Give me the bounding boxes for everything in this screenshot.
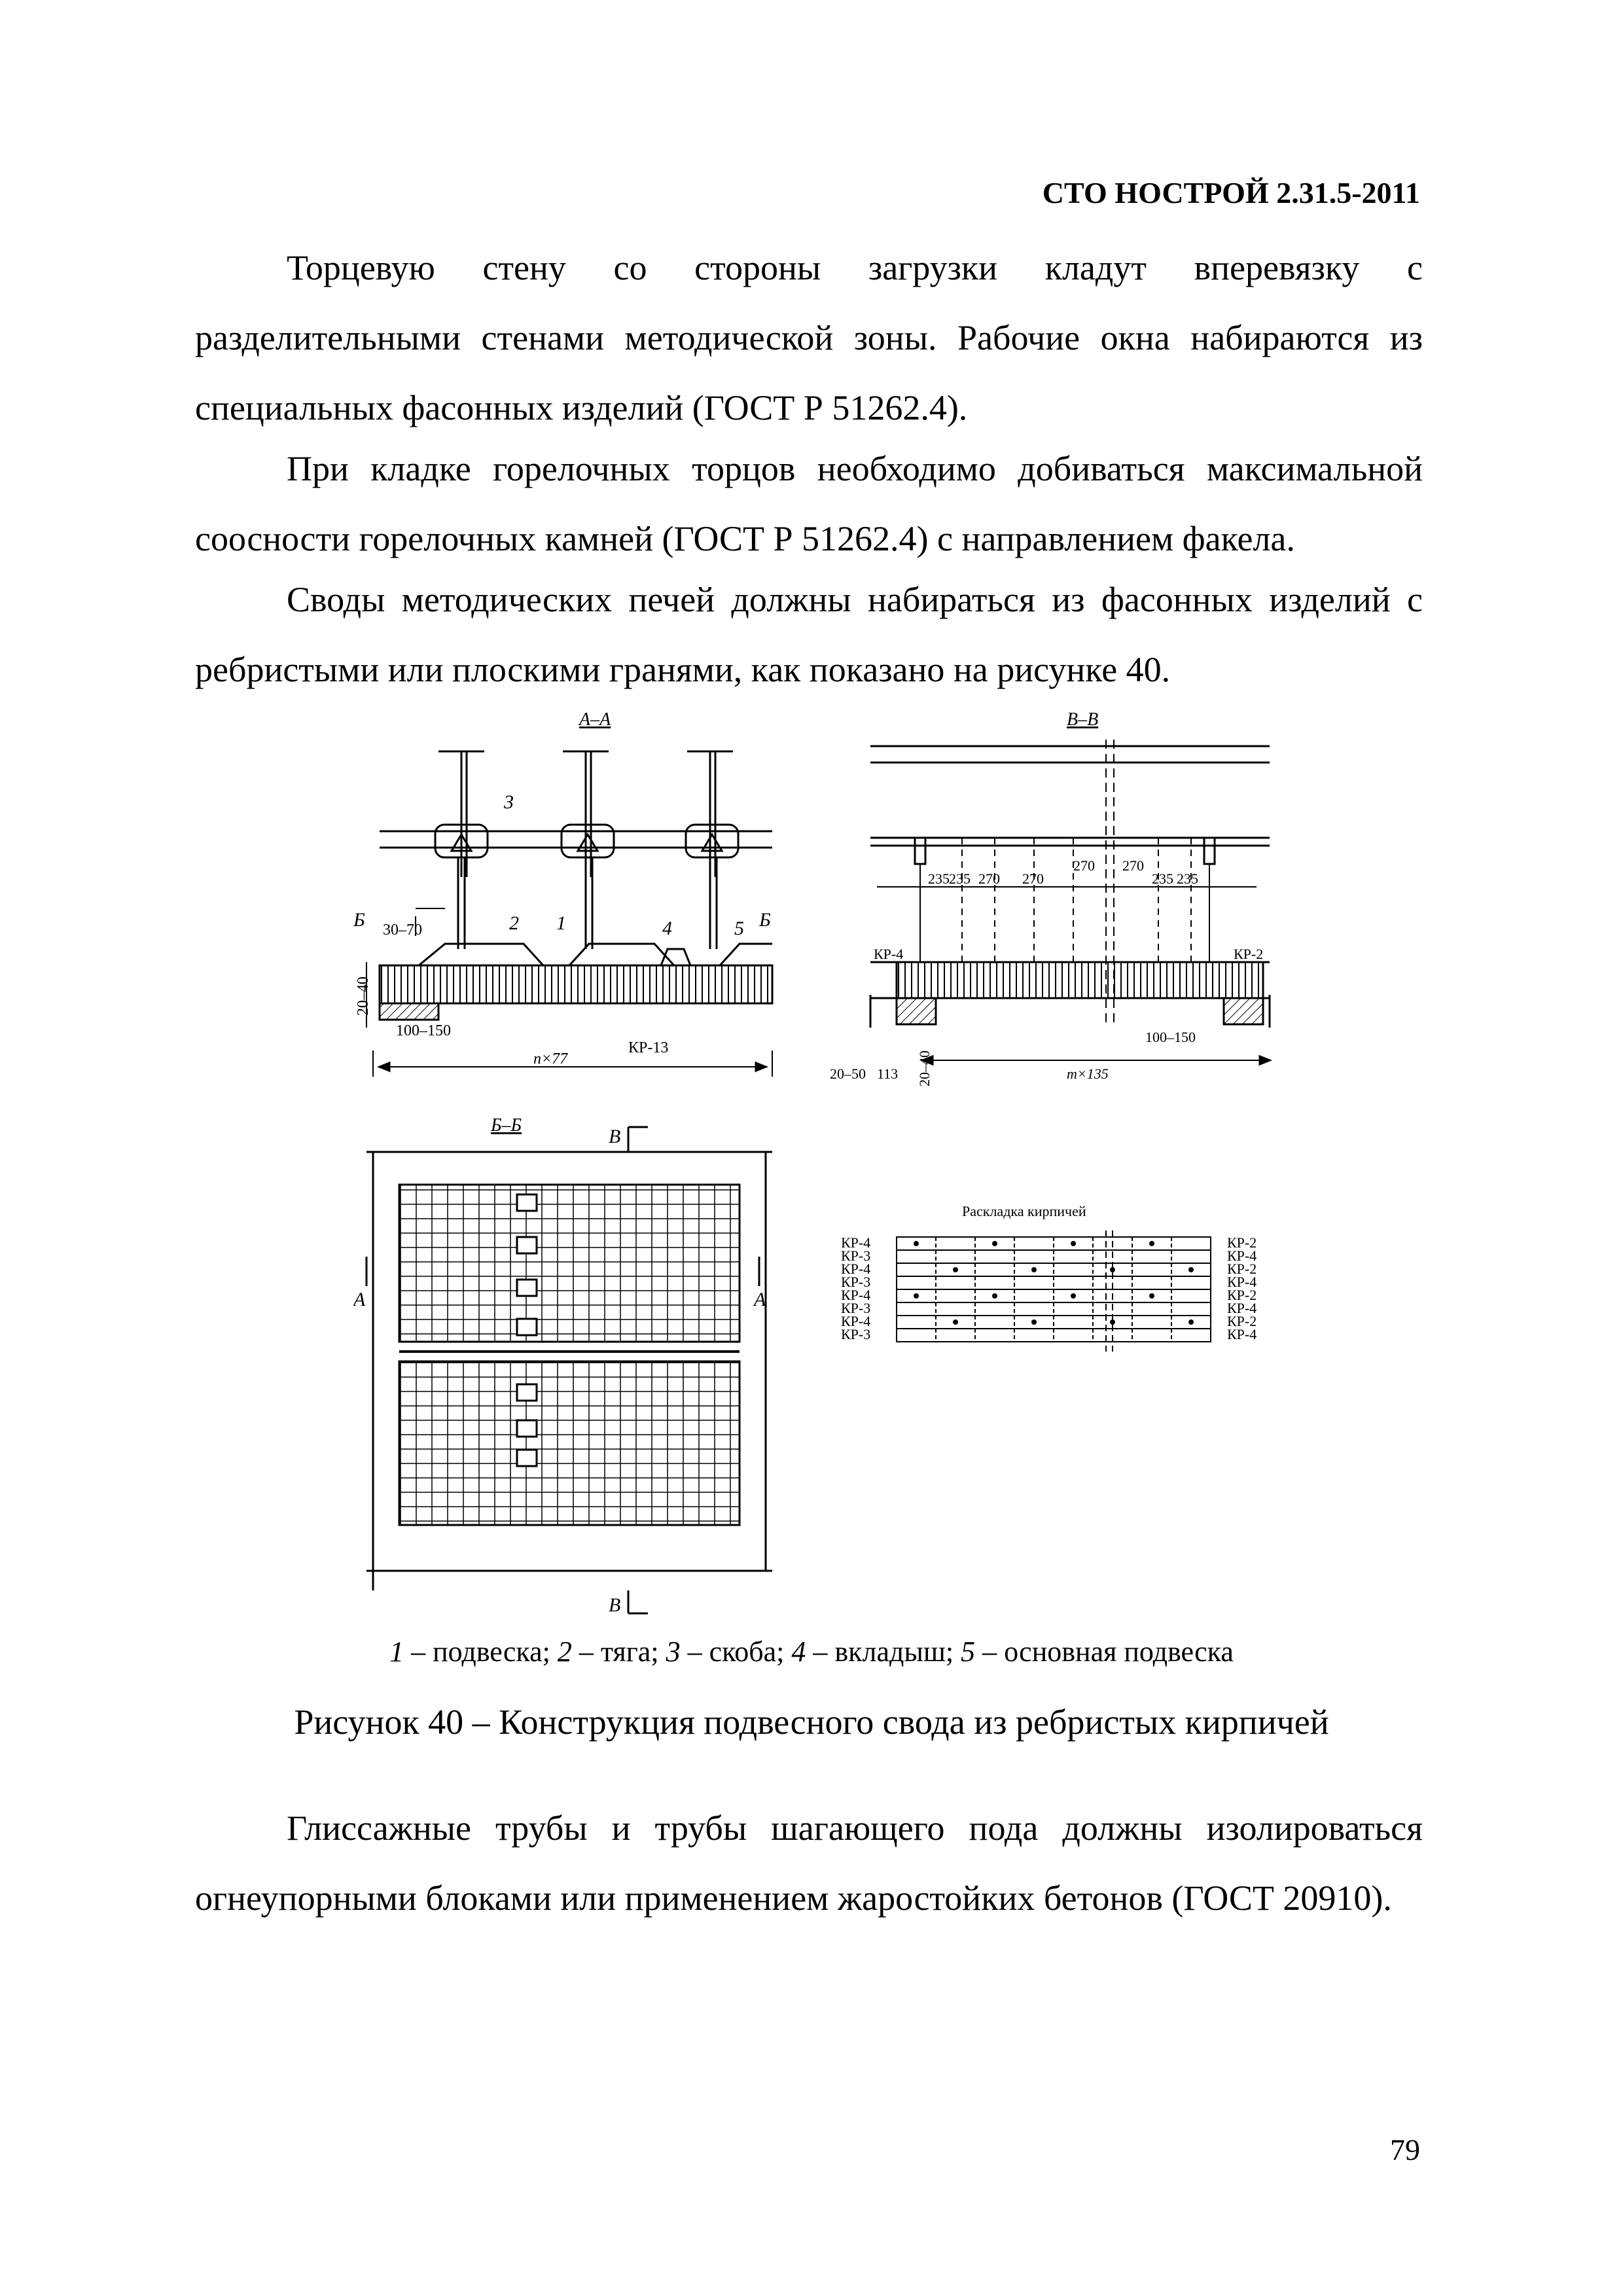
callout-5: 5 <box>734 918 744 939</box>
section-aa <box>366 709 772 1077</box>
layout-left-label-6: КР-3 <box>841 1300 871 1316</box>
dim-235-c: 235 <box>1152 870 1173 887</box>
layout-right-label-6: КР-4 <box>1227 1300 1257 1316</box>
layout-right-label-2: КР-4 <box>1227 1247 1257 1264</box>
dim-235-a: 235 <box>928 870 950 887</box>
layout-left-label-8: КР-3 <box>841 1326 871 1342</box>
section-mark-a-right: А <box>754 1289 766 1310</box>
dim-270-d: 270 <box>1122 857 1144 874</box>
section-mark-a-left: А <box>353 1289 366 1310</box>
legend-text-1: – подвеска; <box>404 1636 558 1668</box>
figure-40-suspended-vault <box>353 700 1283 1630</box>
legend-text-3: – скоба; <box>680 1636 792 1668</box>
brick-layout <box>841 1203 1257 1352</box>
callout-2: 2 <box>509 912 519 934</box>
section-mark-v-top: В <box>609 1126 621 1147</box>
legend-num-2: 2 <box>557 1636 572 1668</box>
legend-num-1: 1 <box>389 1636 404 1668</box>
callout-1: 1 <box>556 912 566 934</box>
brick-layout-title: Раскладка кирпичей <box>962 1203 1086 1219</box>
layout-right-label-3: КР-2 <box>1227 1261 1257 1277</box>
section-bb-title: Б–Б <box>491 1115 522 1136</box>
section-mark-b-left: Б <box>353 909 365 931</box>
callout-4: 4 <box>662 918 672 939</box>
paragraph-end-wall: Торцевую стену со стороны загрузки кладут вперевязку с разделительными стенами методической зоны. Рабочие окна набираются из специальных фасонных изделий (ГОСТ Р 51262.4). <box>195 248 1423 427</box>
dim-270-c: 270 <box>1073 857 1095 874</box>
paragraph-vaults: Своды методических печей должны набираться из фасонных изделий с ребристыми или плоскими гранями, как показано на рисунке 40. <box>195 580 1423 689</box>
paragraph-burner-ends: При кладке горелочных торцов необходимо добиваться максимальной соосности горелочных камней (ГОСТ Р 51262.4) с направлением факела. <box>195 449 1423 558</box>
dim-overlap: 100–150 <box>396 1022 451 1039</box>
dim-270-a: 270 <box>978 870 1000 887</box>
figure-legend <box>0 1635 1623 1668</box>
dim-113: 113 <box>877 1066 899 1082</box>
dim-span-n77: n×77 <box>533 1050 568 1067</box>
section-bb <box>366 1115 772 1613</box>
dim-height-vv: 20–40 <box>916 1050 933 1086</box>
legend-num-4: 4 <box>791 1636 806 1668</box>
callout-3: 3 <box>504 791 514 813</box>
layout-left-label-3: КР-4 <box>841 1261 871 1277</box>
legend-num-3: 3 <box>666 1636 681 1668</box>
dim-gap-vv: 20–50 <box>830 1066 866 1082</box>
dim-235-d: 235 <box>1177 870 1198 887</box>
layout-right-label-7: КР-2 <box>1227 1313 1257 1329</box>
section-mark-b-right: Б <box>759 909 771 931</box>
dim-270-b: 270 <box>1022 870 1044 887</box>
layout-left-label-5: КР-4 <box>841 1287 871 1303</box>
legend-num-5: 5 <box>961 1636 976 1668</box>
page-number: 79 <box>1390 2133 1420 2166</box>
layout-left-label-4: КР-3 <box>841 1274 871 1290</box>
dim-height: 20–40 <box>355 977 372 1016</box>
paragraph-skid-pipes: Глиссажные трубы и трубы шагающего пода должны изолироваться огнеупорными блоками или применением жаростойких бетонов (ГОСТ 20910). <box>195 1808 1423 1918</box>
legend-text-5: – основная подвеска <box>975 1636 1234 1668</box>
section-vv-title: В–В <box>1067 709 1099 730</box>
section-aa-title: А–А <box>579 709 611 730</box>
legend-text-2: – тяга; <box>571 1636 666 1668</box>
layout-left-label-1: КР-4 <box>841 1234 871 1251</box>
dim-overlap-vv: 100–150 <box>1145 1029 1196 1045</box>
layout-right-label-4: КР-4 <box>1227 1274 1257 1290</box>
dim-gap: 30–70 <box>383 922 422 939</box>
layout-right-label-1: КР-2 <box>1227 1234 1257 1251</box>
document-code-header: СТО НОСТРОЙ 2.31.5-2011 <box>1042 176 1420 209</box>
section-vv <box>870 709 1270 1064</box>
layout-right-label-8: КР-4 <box>1227 1326 1257 1342</box>
figure-caption: Рисунок 40 – Конструкция подвесного свода из ребристых кирпичей <box>294 1702 1329 1742</box>
layout-right-label-5: КР-2 <box>1227 1287 1257 1303</box>
legend-text-4: – вкладыш; <box>806 1636 961 1668</box>
brick-kr4-left: КР-4 <box>874 946 904 962</box>
layout-left-label-2: КР-3 <box>841 1247 871 1264</box>
layout-left-label-7: КР-4 <box>841 1313 871 1329</box>
section-mark-v-bottom: В <box>609 1594 621 1616</box>
dim-235-b: 235 <box>949 870 971 887</box>
brick-kr2-right: КР-2 <box>1234 946 1264 962</box>
brick-kr13: КР-13 <box>628 1039 669 1056</box>
figure-drawing <box>353 700 1283 1630</box>
dim-span-m135: m×135 <box>1067 1066 1109 1082</box>
